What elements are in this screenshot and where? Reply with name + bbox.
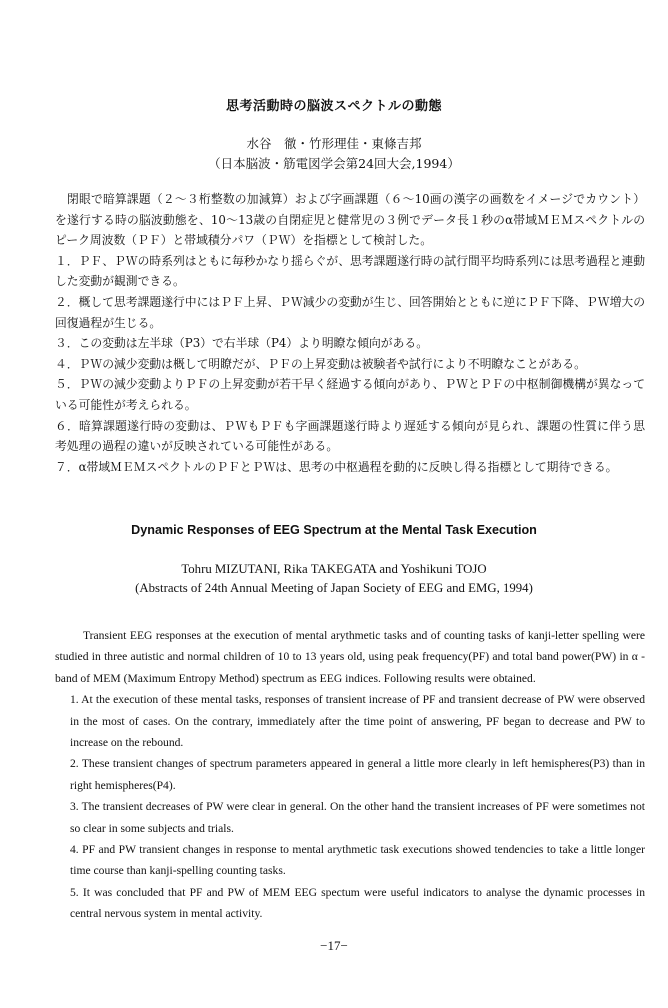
english-item-4: 4. PF and PW transient changes in response to mental arythmetic task executions showed tendencies to take a little longer time course than kanji-spelling counting tasks.	[70, 843, 645, 878]
japanese-meeting: （日本脳波・筋電図学会第24回大会,1994）	[208, 156, 460, 171]
japanese-abstract	[55, 189, 645, 477]
japanese-item-3: ３．この変動は左半球（P3）で右半球（P4）より明瞭な傾向がある。	[55, 336, 428, 351]
japanese-item-7: ７．α帯域ＭＥＭスペクトルのＰＦとＰＷは、思考の中枢過程を動的に反映し得る指標として期待できる。	[55, 459, 618, 474]
japanese-item-6: ６．暗算課題遂行時の変動は、ＰＷもＰＦも字画課題遂行時より遅延する傾向が見られ、課題の性質に伴う思考処理の過程の違いが反映されている可能性がある。	[55, 418, 645, 454]
english-intro-paragraph: Transient EEG responses at the execution of mental arythmetic tasks and of counting tasks of kanji-letter spelling were studied in three autistic and normal children of 10 to 13 years old, using peak frequency(PF) and total band power(PW) in α -band of MEM (Maximum Entropy Method) spectrum as EEG indices. Following results were obtained.	[55, 629, 645, 685]
japanese-intro-paragraph: 閉眼で暗算課題（２～３桁整数の加減算）および字画課題（６～10画の漢字の画数をイメージでカウント）を遂行する時の脳波動態を、10～13歳の自閉症児と健常児の３例でデータ長１秒のα帯域ＭＥＭスペクトルのピーク周波数（ＰＦ）と帯域積分パワ（ＰＷ）を指標として検討した。	[55, 192, 645, 248]
english-meeting: (Abstracts of 24th Annual Meeting of Japan Society of EEG and EMG, 1994)	[135, 581, 533, 595]
english-authors: Tohru MIZUTANI, Rika TAKEGATA and Yoshikuni TOJO	[181, 562, 487, 576]
english-item-2: 2. These transient changes of spectrum parameters appeared in general a little more clearly in left hemispheres(P3) than in right hemispheres(P4).	[70, 757, 645, 792]
japanese-item-2: ２．概して思考課題遂行中にはＰＦ上昇、ＰＷ減少の変動が生じ、回答開始とともに逆にＰＦ下降、ＰＷ増大の回復過程が生じる。	[55, 294, 645, 330]
page-number: −17−	[320, 938, 348, 953]
japanese-title: 思考活動時の脳波スペクトルの動態	[225, 99, 442, 114]
english-title: Dynamic Responses of EEG Spectrum at the Mental Task Execution	[131, 523, 537, 537]
english-item-1: 1. At the execution of these mental tasks, responses of transient increase of PF and transient decrease of PW were observed in the most of cases. On the contrary, immediately after the time point of answering, PF began to decrease and PW to increase on the rebound.	[70, 693, 645, 750]
english-item-3: 3. The transient decreases of PW were clear in general. On the other hand the transient increases of PF were sometimes not so clear in some subjects and trials.	[70, 800, 645, 835]
english-item-5: 5. It was concluded that PF and PW of MEM EEG spectum were useful indicators to analyse the dynamic processes in central nervous system in mental activity.	[70, 885, 645, 921]
english-abstract	[55, 625, 645, 925]
japanese-item-1: １．ＰＦ、ＰＷの時系列はともに毎秒かなり揺らぐが、思考課題遂行時の試行間平均時系列には思考過程と連動した変動が観測できる。	[55, 253, 645, 289]
japanese-authors: 水谷 徹・竹形理佳・東條吉邦	[246, 136, 422, 151]
japanese-item-5: ５．ＰＷの減少変動よりＰＦの上昇変動が若干早く経過する傾向があり、ＰＷとＰＦの中枢制御機構が異なっている可能性が考えられる。	[55, 377, 645, 412]
japanese-item-4: ４．ＰＷの減少変動は概して明瞭だが、ＰＦの上昇変動は被験者や試行により不明瞭なことがある。	[55, 356, 586, 371]
